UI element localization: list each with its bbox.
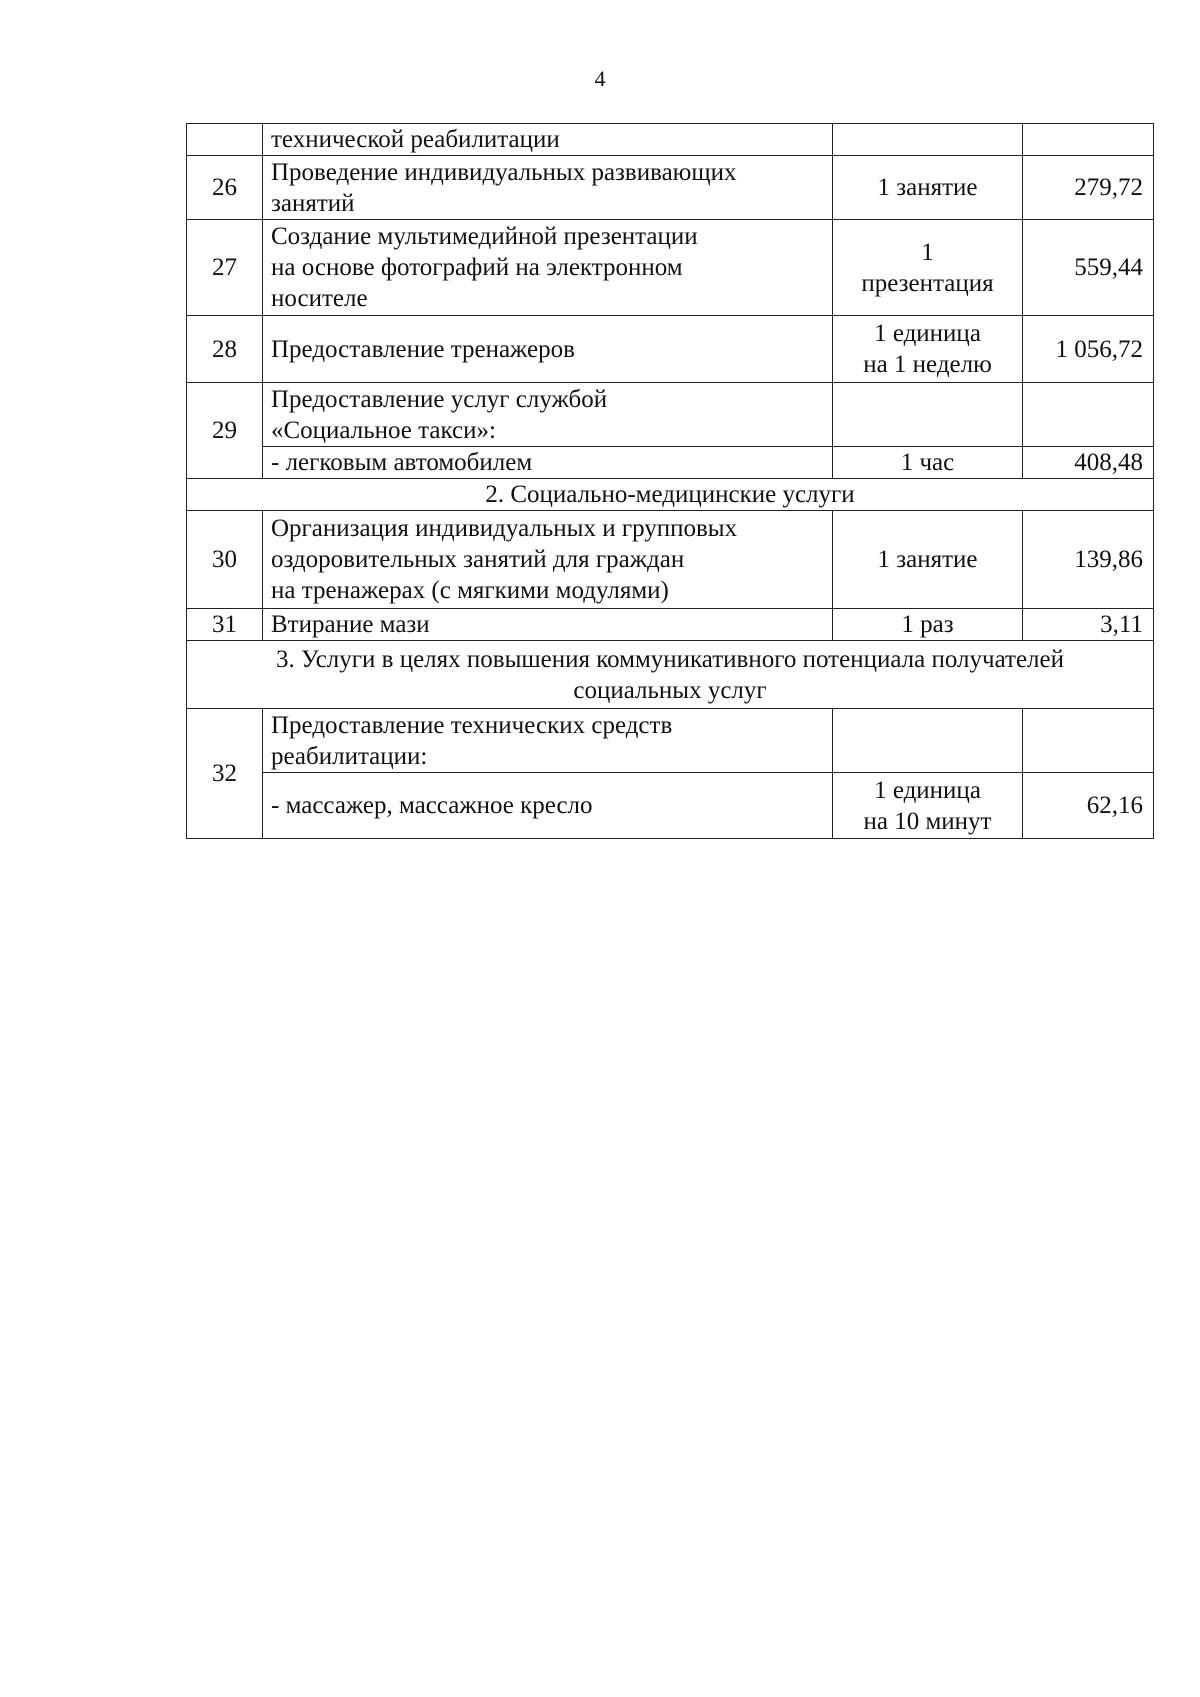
row-number-cell: 29: [187, 383, 263, 479]
service-name-cell: [263, 316, 833, 383]
unit-line: 1 единица: [874, 776, 981, 804]
row-number-cell: 30: [187, 511, 263, 609]
service-name-cell: [263, 383, 833, 447]
price-cell: [1023, 383, 1154, 447]
service-name-line: - массажер, массажное кресло: [271, 792, 593, 819]
row-number-cell: 26: [187, 156, 263, 220]
unit-line: 1 час: [900, 449, 955, 476]
table-row: [187, 773, 1154, 839]
service-name-cell: [263, 156, 833, 220]
unit-cell: [833, 709, 1023, 773]
section-title: [187, 479, 1154, 511]
table-row: [187, 511, 1154, 609]
unit-cell: [833, 156, 1023, 220]
row-number-cell: 28: [187, 316, 263, 383]
section-header-row: [187, 641, 1154, 709]
price-cell: 62,16: [1023, 773, 1154, 839]
unit-cell: [833, 220, 1023, 316]
service-name-line: Предоставление услуг службой: [271, 385, 608, 413]
service-name-line: технической реабилитации: [271, 126, 560, 153]
price-cell: 279,72: [1023, 156, 1154, 220]
unit-line: 1 раз: [901, 611, 954, 638]
table-row: [187, 609, 1154, 641]
unit-cell: [833, 773, 1023, 839]
service-name-line: Втирание мази: [271, 611, 430, 638]
section-title-line: социальных услуг: [573, 676, 767, 704]
unit-line: на 1 неделю: [863, 351, 992, 378]
table-row: [187, 220, 1154, 316]
service-name-line: занятий: [271, 189, 355, 217]
price-cell: 3,11: [1023, 609, 1154, 641]
service-name-line: «Социальное такси»:: [271, 416, 496, 444]
unit-cell: [833, 609, 1023, 641]
service-name-cell: [263, 709, 833, 773]
unit-cell: [833, 124, 1023, 156]
price-cell: 408,48: [1023, 447, 1154, 479]
table-row: [187, 709, 1154, 773]
unit-line: презентация: [861, 269, 994, 297]
service-name-cell: [263, 447, 833, 479]
price-cell: 1 056,72: [1023, 316, 1154, 383]
service-name-line: Предоставление технических средств: [271, 711, 673, 739]
table-row: [187, 316, 1154, 383]
table-row: [187, 383, 1154, 447]
service-name-cell: [263, 220, 833, 316]
section-title-line: 2. Социально-медицинские услуги: [485, 481, 855, 508]
unit-cell: [833, 316, 1023, 383]
unit-line: 1: [921, 238, 934, 266]
price-cell: [1023, 124, 1154, 156]
service-name-line: - легковым автомобилем: [271, 449, 533, 476]
services-table: [186, 123, 1154, 839]
service-name-line: на основе фотографий на электронном: [271, 254, 683, 281]
table-row: [187, 447, 1154, 479]
service-name-line: оздоровительных занятий для граждан: [271, 546, 685, 573]
row-number-cell: 27: [187, 220, 263, 316]
price-cell: 559,44: [1023, 220, 1154, 316]
service-name-cell: [263, 511, 833, 609]
page-number: 4: [594, 66, 606, 91]
section-title-line: 3. Услуги в целях повышения коммуникативного потенциала получателей: [276, 645, 1064, 673]
unit-line: 1 занятие: [877, 174, 978, 201]
service-name-line: Предоставление тренажеров: [271, 335, 575, 363]
row-number-cell: [187, 124, 263, 156]
unit-cell: [833, 383, 1023, 447]
table-row: [187, 156, 1154, 220]
service-name-line: Проведение индивидуальных развивающих: [271, 158, 737, 186]
price-cell: 139,86: [1023, 511, 1154, 609]
service-name-line: Организация индивидуальных и групповых: [271, 515, 738, 542]
unit-line: 1 занятие: [877, 546, 978, 573]
service-name-line: на тренажерах (с мягкими модулями): [271, 577, 669, 604]
price-cell: [1023, 709, 1154, 773]
table-row: [187, 124, 1154, 156]
service-name-cell: [263, 773, 833, 839]
section-title: [187, 641, 1154, 709]
section-header-row: [187, 479, 1154, 511]
service-name-cell: [263, 609, 833, 641]
row-number-cell: 31: [187, 609, 263, 641]
unit-line: 1 единица: [874, 320, 981, 347]
service-name-line: Создание мультимедийной презентации: [271, 223, 698, 250]
unit-cell: [833, 511, 1023, 609]
service-name-line: носителе: [271, 285, 368, 312]
service-name-cell: [263, 124, 833, 156]
service-name-line: реабилитации:: [271, 742, 428, 770]
unit-line: на 10 минут: [863, 807, 992, 835]
row-number-cell: 32: [187, 709, 263, 839]
unit-cell: [833, 447, 1023, 479]
